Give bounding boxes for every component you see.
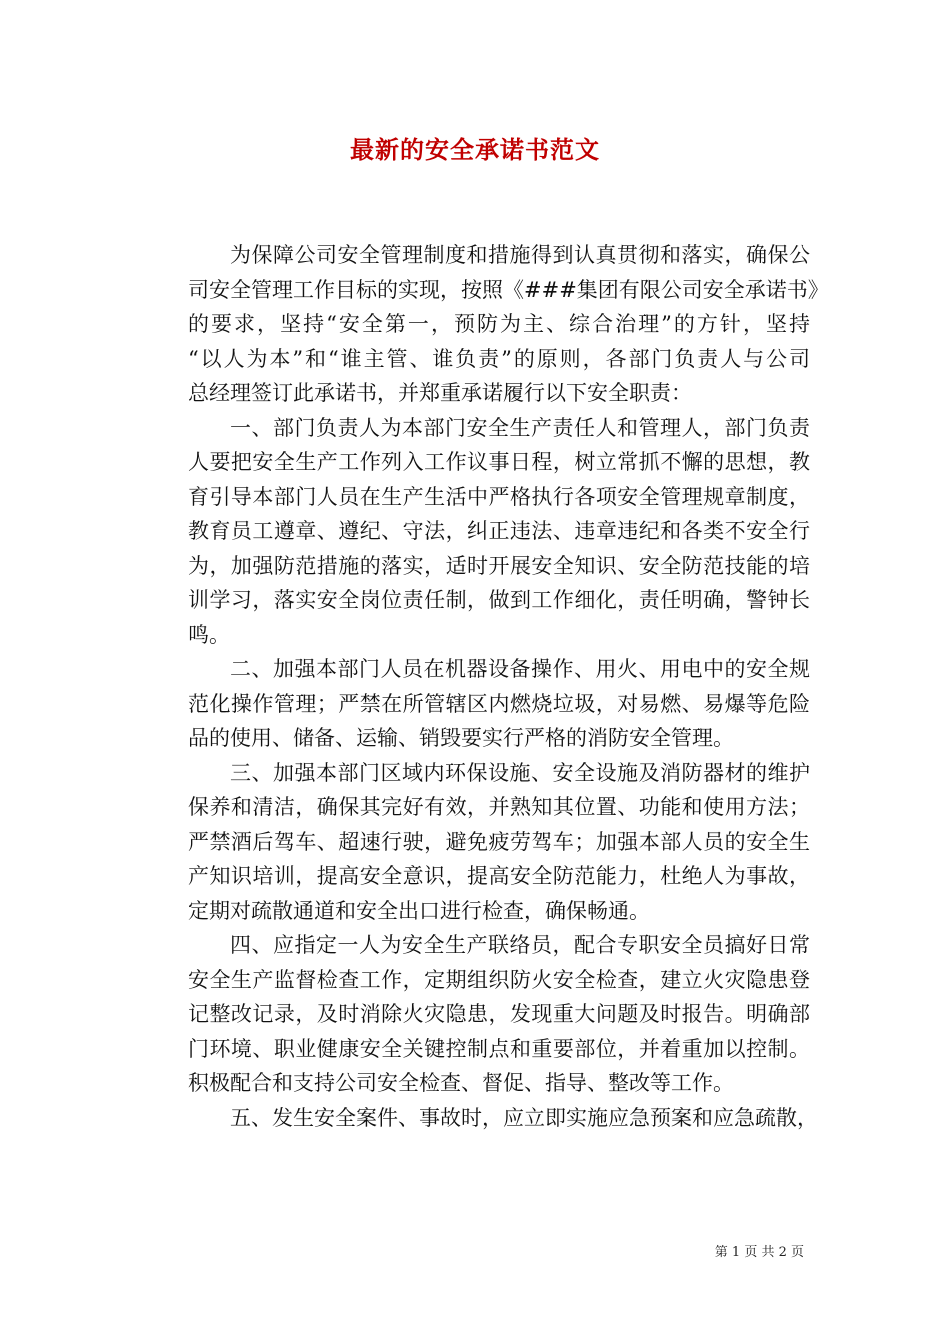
paragraph-line: 定期对疏散通道和安全出口进行检查，确保畅通。 (188, 898, 650, 923)
paragraph-line: 教育员工遵章、遵纪、守法，纠正违法、违章违纪和各类不安全行 (188, 519, 810, 543)
paragraph-intro (146, 238, 829, 411)
paragraph-line: 产知识培训，提高安全意识，提高安全防范能力，杜绝人为事故， (188, 864, 810, 888)
paragraph-item-5 (146, 1101, 818, 1136)
paragraph-line: 四、应指定一人为安全生产联络员，配合专职安全员搞好日常 (230, 933, 810, 957)
paragraph-line: 三、加强本部门区域内环保设施、安全设施及消防器材的维护 (230, 760, 810, 785)
paragraph-line: 总经理签订此承诺书，并郑重承诺履行以下安全职责： (188, 381, 692, 405)
paragraph-item-2 (146, 652, 810, 756)
paragraph-line: 安全生产监督检查工作，定期组织防火安全检查，建立火灾隐患登 (188, 967, 810, 992)
paragraph-item-1 (146, 411, 810, 653)
paragraph-item-3 (146, 756, 810, 929)
page-number-footer: 第 1 页 共 2 页 (714, 1245, 804, 1260)
paragraph-line: 为保障公司安全管理制度和措施得到认真贯彻和落实，确保公 (230, 243, 810, 267)
document-body (146, 238, 829, 1135)
paragraph-line: 五、发生安全案件、事故时，应立即实施应急预案和应急疏散， (230, 1105, 818, 1130)
paragraph-line: 鸣。 (188, 622, 230, 647)
paragraph-line: 的要求，坚持“安全第一，预防为主、综合治理”的方针，坚持 (188, 312, 810, 336)
paragraph-line: 积极配合和支持公司安全检查、督促、指导、整改等工作。 (188, 1071, 734, 1095)
paragraph-line: 记整改记录，及时消除火灾隐患，发现重大问题及时报告。明确部 (188, 1002, 810, 1026)
paragraph-line: 范化操作管理；严禁在所管辖区内燃烧垃圾，对易燃、易爆等危险 (188, 691, 810, 716)
paragraph-line: 育引导本部门人员在生产生活中严格执行各项安全管理规章制度， (188, 484, 810, 509)
paragraph-line: 严禁酒后驾车、超速行驶，避免疲劳驾车；加强本部人员的安全生 (188, 829, 810, 854)
paragraph-line: 一、部门负责人为本部门安全生产责任人和管理人，部门负责 (230, 415, 810, 440)
paragraph-line: 保养和清洁，确保其完好有效，并熟知其位置、功能和使用方法； (188, 795, 810, 819)
paragraph-line: 司安全管理工作目标的实现，按照《###集团有限公司安全承诺书》 (188, 277, 829, 302)
document-title: 最新的安全承诺书范文 (350, 136, 600, 164)
paragraph-line: 品的使用、储备、运输、销毁要实行严格的消防安全管理。 (188, 726, 734, 750)
paragraph-line: 为，加强防范措施的落实，适时开展安全知识、安全防范技能的培 (188, 553, 810, 578)
paragraph-line: 人要把安全生产工作列入工作议事日程，树立常抓不懈的思想，教 (188, 450, 810, 474)
paragraph-line: 门环境、职业健康安全关键控制点和重要部位，并着重加以控制。 (188, 1036, 810, 1061)
paragraph-line: “以人为本”和“谁主管、谁负责”的原则，各部门负责人与公司 (188, 346, 810, 371)
paragraph-line: 训学习，落实安全岗位责任制，做到工作细化，责任明确，警钟长 (188, 588, 810, 612)
paragraph-item-4 (146, 928, 810, 1101)
paragraph-line: 二、加强本部门人员在机器设备操作、用火、用电中的安全规 (230, 657, 810, 681)
